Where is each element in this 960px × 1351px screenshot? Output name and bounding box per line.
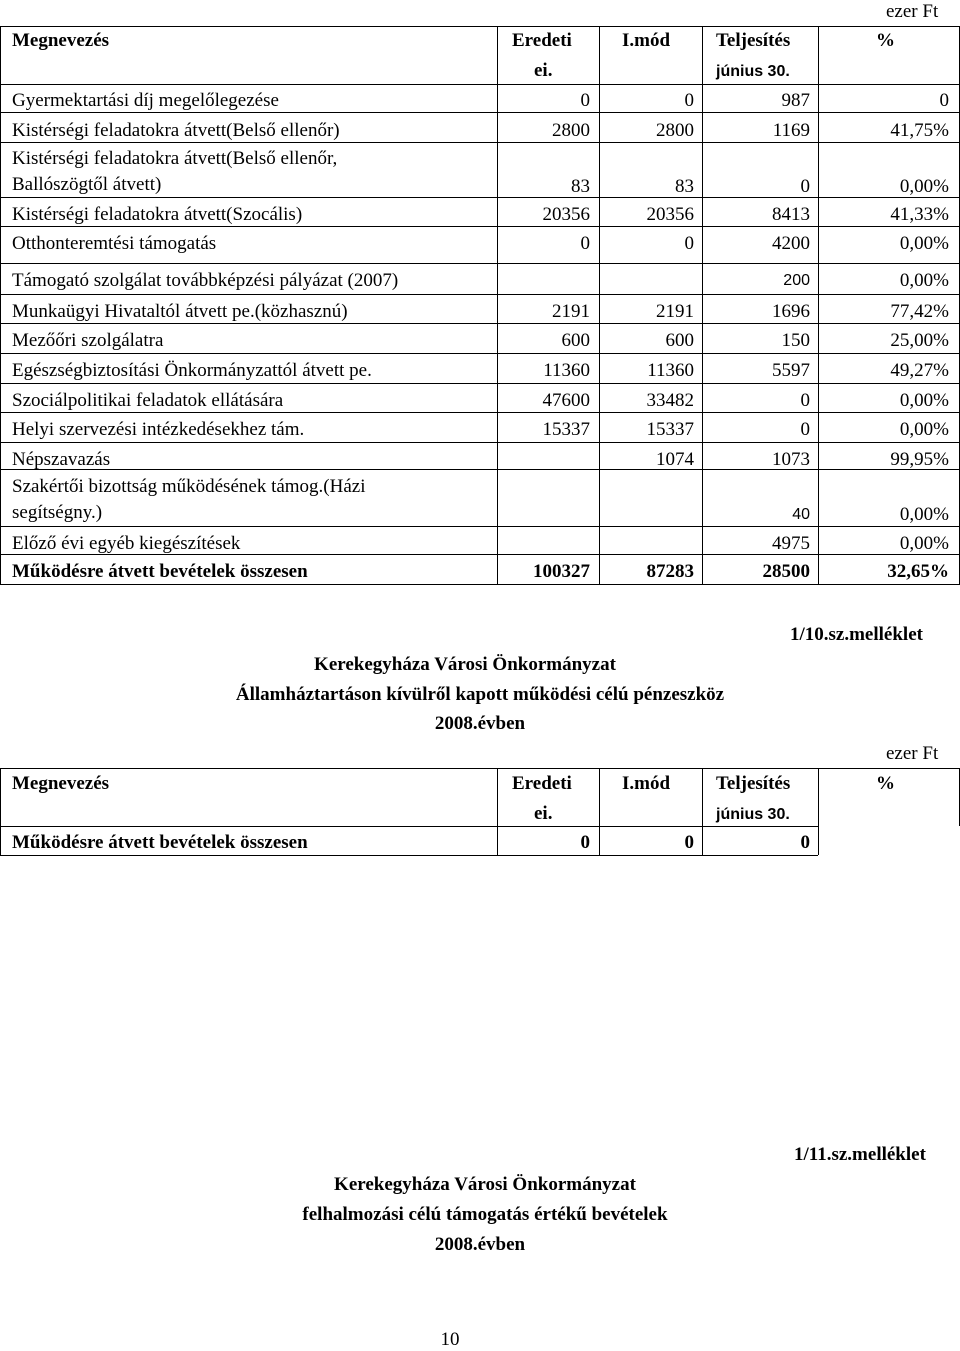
table2-header-border	[0, 826, 818, 827]
row-original: 0	[580, 90, 590, 111]
section2-title-1: Kerekegyháza Városi Önkormányzat	[314, 654, 616, 675]
row-percent: 77,42%	[890, 301, 949, 322]
section2-title-2: Államháztartáson kívülről kapott működési célú pénzeszköz	[235, 684, 725, 705]
row-name: Helyi szervezési intézkedésekhez tám.	[12, 419, 305, 440]
row-percent: 0,00%	[899, 176, 949, 197]
row-performance: 150	[781, 330, 810, 351]
table2-header-performance: Teljesítés	[716, 773, 791, 794]
row-percent: 41,33%	[890, 204, 949, 225]
row-divider	[0, 294, 960, 295]
row-name: Támogató szolgálat továbbképzési pályázat (2007)	[12, 270, 399, 291]
table2-total-performance: 0	[800, 832, 810, 853]
row-performance: 200	[783, 272, 810, 289]
row-divider	[0, 112, 960, 113]
header-original: Eredeti	[512, 30, 572, 51]
table2-col-divider	[818, 768, 819, 855]
table1-header-border	[0, 84, 960, 85]
row-original: 2191	[552, 301, 590, 322]
row-name: Kistérségi feladatokra átvett(Belső ellenőr,	[12, 148, 338, 169]
table2-header-original: Eredeti	[512, 773, 572, 794]
row-divider	[0, 383, 960, 384]
table1-bottom-border	[0, 584, 960, 585]
row-mod: 600	[665, 330, 694, 351]
row-mod: 2191	[656, 301, 694, 322]
row-divider	[0, 442, 960, 443]
unit-label: ezer Ft	[886, 1, 939, 22]
row-divider	[0, 526, 960, 527]
header-mod: I.mód	[622, 30, 671, 51]
header-performance-date: június 30.	[716, 63, 790, 80]
row-name-continued: Ballószögtől átvett)	[12, 174, 162, 195]
row-original: 83	[571, 176, 590, 197]
section2-title-3: 2008.évben	[434, 713, 526, 734]
header-performance: Teljesítés	[716, 30, 791, 51]
total-name: Működésre átvett bevételek összesen	[12, 561, 308, 582]
row-original: 20356	[542, 204, 590, 225]
row-performance: 0	[800, 419, 810, 440]
row-divider	[0, 323, 960, 324]
header-percent: %	[876, 30, 895, 51]
row-name: Egészségbiztosítási Önkormányzattól átvett pe.	[12, 360, 372, 381]
total-performance: 28500	[762, 561, 810, 582]
row-name: Kistérségi feladatokra átvett(Belső ellenőr)	[12, 120, 340, 141]
row-performance: 1073	[772, 449, 810, 470]
row-mod: 83	[675, 176, 694, 197]
total-percent: 32,65%	[887, 561, 949, 582]
table2-total-mod: 0	[684, 832, 694, 853]
row-divider	[0, 226, 960, 227]
table2-top-border	[0, 768, 960, 769]
header-original-2: ei.	[534, 60, 553, 81]
row-mod: 2800	[656, 120, 694, 141]
table2-header-original-2: ei.	[534, 803, 553, 824]
row-performance: 4200	[772, 233, 810, 254]
row-performance: 5597	[772, 360, 810, 381]
row-mod: 1074	[656, 449, 694, 470]
row-percent: 0,00%	[899, 419, 949, 440]
row-performance: 8413	[772, 204, 810, 225]
row-original: 0	[580, 233, 590, 254]
row-percent: 0	[939, 90, 949, 111]
row-original: 15337	[542, 419, 590, 440]
row-original: 11360	[543, 360, 590, 381]
section2-unit-label: ezer Ft	[886, 743, 939, 764]
row-performance: 40	[792, 506, 810, 523]
row-name: Előző évi egyéb kiegészítések	[12, 533, 241, 554]
row-percent: 25,00%	[890, 330, 949, 351]
row-name: Mezőőri szolgálatra	[12, 330, 164, 351]
row-name: Szakértői bizottság működésének támog.(Házi	[12, 476, 366, 497]
table2-header-name: Megnevezés	[12, 773, 110, 794]
section3-title-3: 2008.évben	[434, 1234, 526, 1255]
row-name: Otthonteremtési támogatás	[12, 233, 217, 254]
row-divider	[0, 142, 960, 143]
row-mod: 15337	[646, 419, 694, 440]
row-name-continued: segítségny.)	[12, 502, 103, 523]
row-performance: 1169	[772, 120, 810, 141]
row-mod: 0	[684, 90, 694, 111]
row-original: 47600	[542, 390, 590, 411]
row-mod: 11360	[647, 360, 694, 381]
row-performance: 0	[800, 390, 810, 411]
row-name: Munkaügyi Hivataltól átvett pe.(közhasznú)	[12, 301, 348, 322]
table2-total-name: Működésre átvett bevételek összesen	[12, 832, 308, 853]
row-percent: 49,27%	[890, 360, 949, 381]
row-original: 2800	[552, 120, 590, 141]
row-percent: 0,00%	[899, 233, 949, 254]
row-percent: 0,00%	[899, 533, 949, 554]
row-name: Kistérségi feladatokra átvett(Szocális)	[12, 204, 303, 225]
table2-total-original: 0	[580, 832, 590, 853]
row-percent: 0,00%	[899, 270, 949, 291]
table2-header-mod: I.mód	[622, 773, 671, 794]
annex-label: 1/10.sz.melléklet	[790, 624, 923, 645]
total-mod: 87283	[646, 561, 694, 582]
row-name: Szociálpolitikai feladatok ellátására	[12, 390, 284, 411]
row-divider	[0, 353, 960, 354]
row-divider	[0, 469, 960, 470]
row-mod: 20356	[646, 204, 694, 225]
annex-label-2: 1/11.sz.melléklet	[794, 1144, 926, 1165]
table2-left-border	[0, 768, 1, 855]
row-mod: 33482	[646, 390, 694, 411]
row-percent: 0,00%	[899, 390, 949, 411]
row-divider	[0, 263, 960, 264]
row-mod: 0	[684, 233, 694, 254]
header-name: Megnevezés	[12, 30, 110, 51]
row-original: 600	[561, 330, 590, 351]
row-divider	[0, 412, 960, 413]
row-performance: 4975	[772, 533, 810, 554]
table1-left-border	[0, 26, 1, 584]
page-number: 10	[440, 1329, 460, 1350]
row-percent: 41,75%	[890, 120, 949, 141]
row-percent: 99,95%	[890, 449, 949, 470]
row-divider	[0, 197, 960, 198]
row-percent: 0,00%	[899, 504, 949, 525]
table1-top-border	[0, 26, 960, 27]
section3-title-1: Kerekegyháza Városi Önkormányzat	[334, 1174, 636, 1195]
row-name: Gyermektartási díj megelőlegezése	[12, 90, 279, 111]
row-performance: 0	[800, 176, 810, 197]
row-name: Népszavazás	[12, 449, 111, 470]
table2-header-performance-date: június 30.	[716, 806, 790, 823]
section3-title-2: felhalmozási célú támogatás értékű bevételek	[302, 1204, 668, 1225]
table2-bottom-border	[0, 855, 818, 856]
total-original: 100327	[533, 561, 590, 582]
row-performance: 1696	[772, 301, 810, 322]
table2-header-percent: %	[876, 773, 895, 794]
row-performance: 987	[781, 90, 810, 111]
